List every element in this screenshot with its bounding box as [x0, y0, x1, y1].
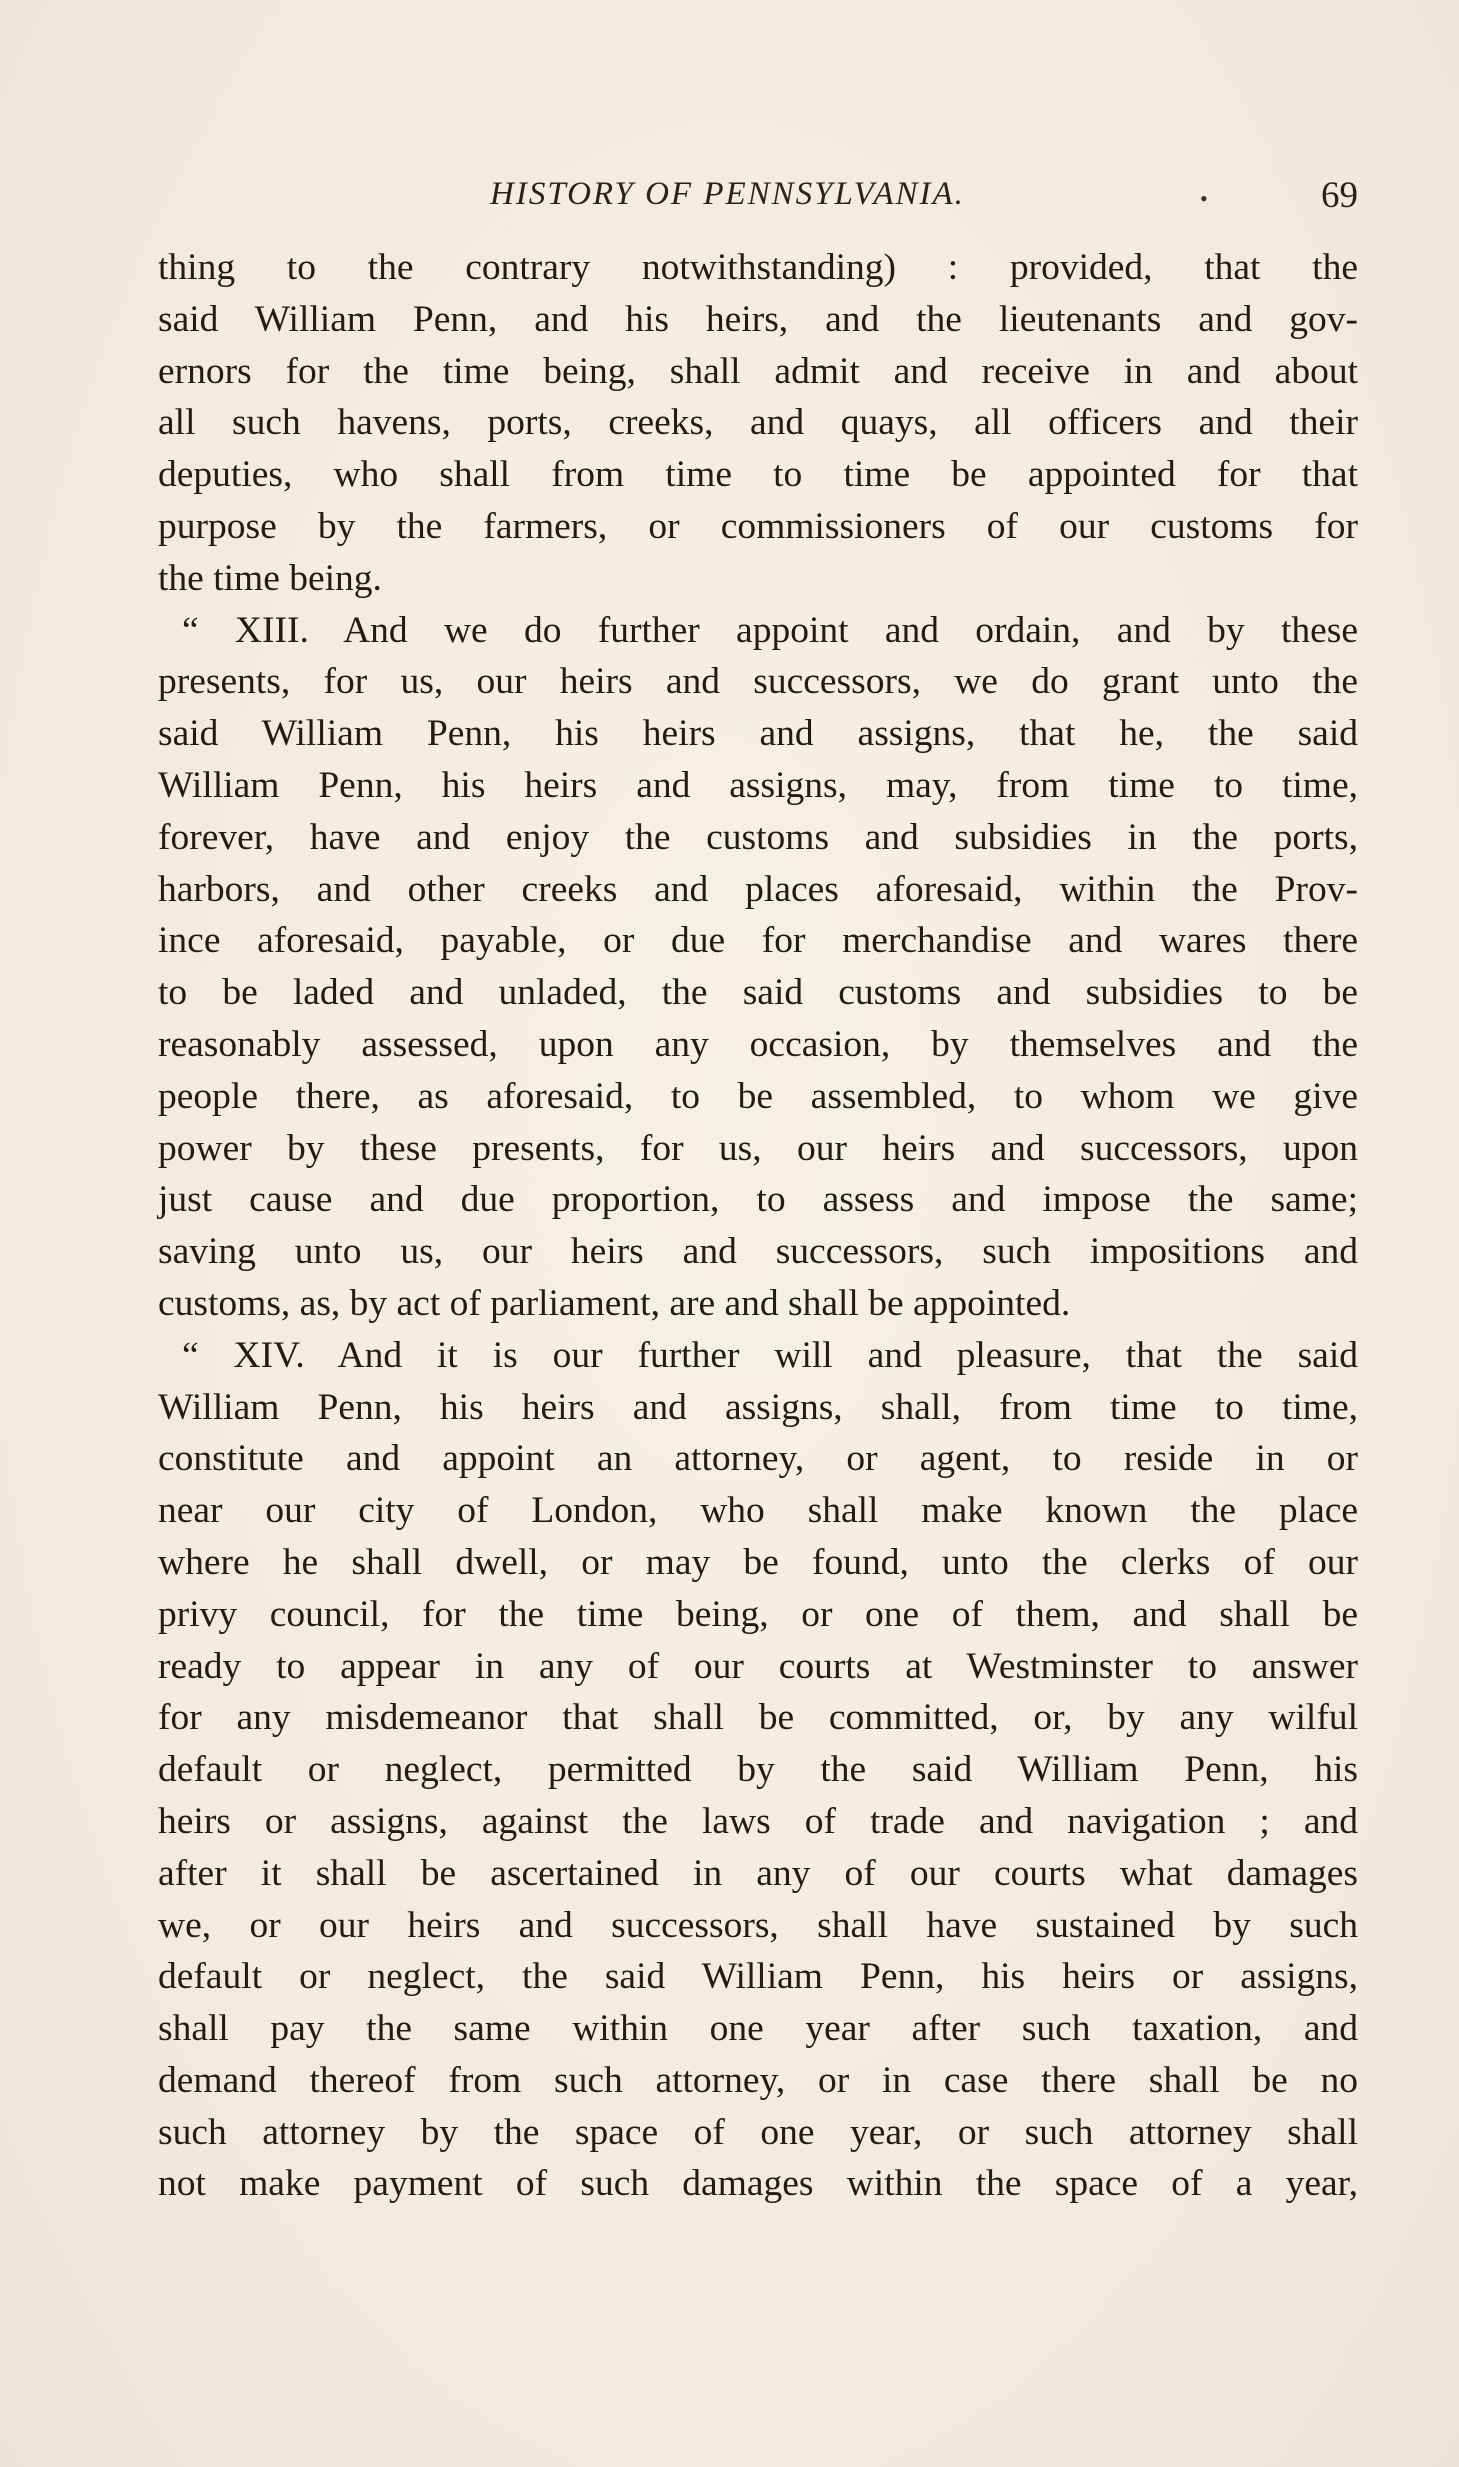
text-line: William Penn, his heirs and assigns, shall, from time to time, [158, 1386, 1358, 1428]
text-line: forever, have and enjoy the customs and subsidies in the ports, [158, 816, 1358, 858]
text-line: purpose by the farmers, or commissioners of our customs for [158, 505, 1358, 547]
text-line: said William Penn, his heirs and assigns, that he, the said [158, 713, 1358, 755]
text-line: all such havens, ports, creeks, and quays, all officers and their [158, 402, 1358, 444]
text-line: ready to appear in any of our courts at Westminster to answer [158, 1645, 1358, 1687]
text-line: not make payment of such damages within the space of a year, [158, 2163, 1358, 2205]
running-title: HISTORY OF PENNSYLVANIA. [490, 176, 965, 212]
text-line: saving unto us, our heirs and successors, such impositions and [158, 1231, 1358, 1273]
text-line: privy council, for the time being, or one of them, and shall be [158, 1593, 1358, 1635]
text-line: near our city of London, who shall make known the place [158, 1490, 1358, 1532]
text-line: customs, as, by act of parliament, are and shall be appointed. [158, 1282, 1071, 1324]
text-line: default or neglect, the said William Penn, his heirs or assigns, [158, 1956, 1358, 1998]
text-line: after it shall be ascertained in any of our courts what damages [158, 1852, 1358, 1894]
text-line: William Penn, his heirs and assigns, may, from time to time, [158, 764, 1358, 806]
text-line: deputies, who shall from time to time be appointed for that [158, 454, 1358, 496]
text-line: default or neglect, permitted by the said William Penn, his [158, 1749, 1358, 1791]
text-line: power by these presents, for us, our heirs and successors, upon [158, 1127, 1358, 1169]
ink-speck: • [1200, 186, 1208, 211]
text-line: just cause and due proportion, to assess and impose the same; [158, 1179, 1358, 1221]
text-line: demand thereof from such attorney, or in case there shall be no [158, 2059, 1358, 2101]
text-line: presents, for us, our heirs and successors, we do grant unto the [158, 661, 1358, 703]
text-line: to be laded and unladed, the said customs and subsidies to be [158, 972, 1358, 1014]
running-header [158, 176, 1358, 226]
text-line: we, or our heirs and successors, shall have sustained by such [158, 1904, 1358, 1946]
text-line: for any misdemeanor that shall be committed, or, by any wilful [158, 1697, 1358, 1739]
text-line: the time being. [158, 557, 382, 599]
text-line: harbors, and other creeks and places aforesaid, within the Prov- [158, 868, 1358, 910]
section-xiii-start: “ XIII. And we do further appoint and ordain, and by these [182, 609, 1358, 651]
body-text [158, 242, 1358, 2210]
text-line: said William Penn, and his heirs, and the lieutenants and gov- [158, 298, 1358, 340]
text-line: ince aforesaid, payable, or due for merchandise and wares there [158, 920, 1358, 962]
text-line: people there, as aforesaid, to be assembled, to whom we give [158, 1075, 1358, 1117]
text-line: reasonably assessed, upon any occasion, by themselves and the [158, 1023, 1358, 1065]
section-xiv-start: “ XIV. And it is our further will and pleasure, that the said [182, 1334, 1358, 1376]
page-number: 69 [1321, 175, 1358, 216]
text-line: shall pay the same within one year after such taxation, and [158, 2008, 1358, 2050]
text-line: where he shall dwell, or may be found, unto the clerks of our [158, 1541, 1358, 1583]
text-line: ernors for the time being, shall admit and receive in and about [158, 350, 1358, 392]
text-line: constitute and appoint an attorney, or agent, to reside in or [158, 1438, 1358, 1480]
text-line: heirs or assigns, against the laws of trade and navigation ; and [158, 1800, 1358, 1842]
text-line: such attorney by the space of one year, or such attorney shall [158, 2111, 1358, 2153]
text-line: thing to the contrary notwithstanding) : provided, that the [158, 247, 1358, 288]
